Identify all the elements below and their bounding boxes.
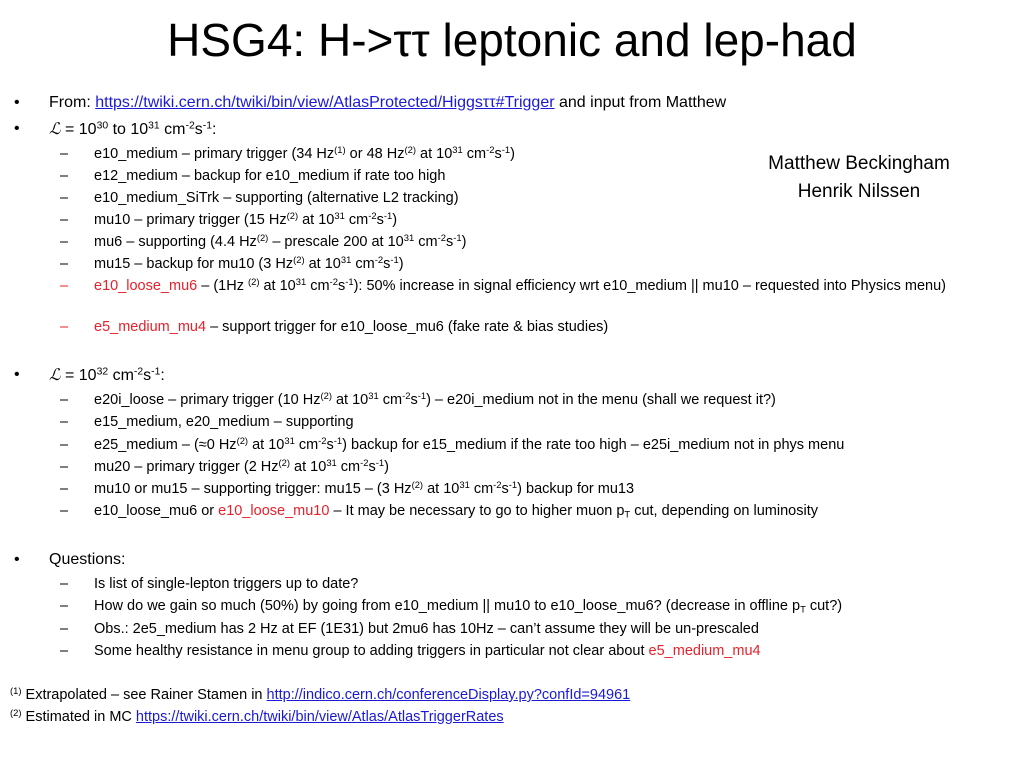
item-text: at 10	[248, 437, 285, 453]
item-text: e10_medium – primary trigger (34 Hz	[94, 146, 335, 162]
item-text: cm	[344, 212, 369, 228]
dash: –	[60, 503, 69, 519]
trigger-name-highlight: e5_medium_mu4	[94, 319, 207, 335]
footnote-ref: (2)	[278, 456, 291, 468]
item-text: ) backup for mu13	[517, 481, 635, 497]
exponent: -1	[333, 434, 343, 446]
questions-label: Questions:	[49, 551, 126, 568]
exponent: -1	[375, 456, 385, 468]
footnote-2	[10, 708, 504, 726]
dash: –	[60, 392, 69, 408]
item-text: e20i_loose – primary trigger (10 Hz	[94, 392, 321, 408]
dash: –	[60, 414, 69, 430]
exponent: -1	[508, 478, 518, 490]
dash: –	[60, 319, 69, 335]
exponent: -1	[202, 120, 212, 132]
item-text: cm	[306, 278, 330, 294]
lumi-text: cm	[108, 367, 134, 384]
bullet-dot: •	[14, 120, 20, 137]
question-text: Some healthy resistance in menu group to adding triggers in particular not clear about	[94, 643, 649, 659]
exponent: -1	[345, 275, 354, 287]
question-text: Obs.: 2e5_medium has 2 Hz at EF (1E31) but 2mu6 has 10Hz – can’t assume they will be un-prescaled	[94, 621, 759, 637]
dash: –	[60, 598, 69, 614]
item-text: at 10	[259, 278, 296, 294]
exponent: -2	[437, 231, 446, 243]
item-text: )	[510, 146, 515, 162]
exponent: -2	[133, 366, 144, 378]
item-text: )	[398, 256, 404, 272]
exponent: -2	[360, 456, 369, 468]
exponent: -2	[486, 143, 495, 155]
lumi-text: = 10	[60, 121, 97, 138]
lumi-text: s	[143, 367, 152, 384]
question-text: How do we gain so much (50%) by going from e10_medium || mu10 to e10_loose_mu6? (decrease in offline p	[94, 598, 801, 614]
luminosity-symbol: ℒ	[49, 119, 61, 138]
question-text: cut?)	[805, 598, 843, 614]
footnote-ref: (1)	[10, 684, 22, 696]
item-text: cm	[351, 256, 375, 272]
footnote-ref: (2)	[10, 706, 22, 718]
exponent: 31	[459, 478, 470, 490]
item-text: ) – e20i_medium not in the menu (shall we request it?)	[426, 392, 776, 408]
from-suffix: and input from Matthew	[554, 94, 727, 111]
item-text: )	[461, 234, 467, 250]
item-text: e25_medium – (≈0 Hz	[94, 437, 237, 453]
trigger-name-highlight: e10_loose_mu6	[94, 278, 198, 294]
exponent: -2	[318, 434, 327, 446]
dash: –	[60, 278, 69, 294]
footnote-ref: (2)	[247, 275, 260, 287]
dash: –	[60, 576, 69, 592]
item-text: s	[383, 256, 391, 272]
footnote-text: Extrapolated – see Rainer Stamen in	[21, 687, 267, 703]
item-text: s	[337, 278, 346, 294]
lumi-text: s	[194, 121, 203, 138]
footnote-ref: (2)	[236, 434, 249, 446]
dash: –	[60, 146, 69, 162]
item-text: – It may be necessary to go to higher muon p	[329, 503, 625, 519]
luminosity-symbol: ℒ	[49, 365, 61, 384]
footnote-ref: (2)	[256, 231, 269, 243]
exponent: -1	[453, 231, 462, 243]
from-prefix: From:	[49, 94, 96, 111]
exponent: 32	[96, 366, 109, 378]
item-text: cm	[414, 234, 438, 250]
item-text: cut, depending on luminosity	[630, 503, 818, 519]
exponent: -2	[402, 389, 411, 401]
footnote-ref: (2)	[411, 478, 424, 490]
item-text: mu6 – supporting (4.4 Hz	[94, 234, 257, 250]
exponent: 31	[284, 434, 295, 446]
footnote-ref: (2)	[320, 389, 332, 401]
item-text: or 48 Hz	[345, 146, 405, 162]
exponent: -1	[501, 143, 511, 155]
exponent: 30	[96, 120, 109, 132]
dash: –	[60, 621, 69, 637]
item-text: cm	[294, 437, 319, 453]
item-text: mu15 – backup for mu10 (3 Hz	[94, 256, 294, 272]
dash: –	[60, 168, 69, 184]
subscript: T	[800, 603, 806, 615]
footnote-ref: (2)	[286, 209, 299, 221]
exponent: -2	[493, 478, 502, 490]
exponent: -1	[390, 253, 399, 265]
footnote-ref: (1)	[334, 143, 346, 155]
subscript: T	[624, 508, 631, 520]
exponent: -2	[368, 209, 377, 221]
author-name: Matthew Beckingham	[768, 153, 950, 174]
item-text: cm	[462, 146, 487, 162]
dash: –	[60, 190, 69, 206]
footnote-text: Estimated in MC	[21, 709, 136, 725]
item-text: at 10	[304, 256, 341, 272]
exponent: -2	[374, 253, 384, 265]
exponent: -1	[383, 209, 393, 221]
item-text: s	[410, 392, 418, 408]
exponent: 31	[326, 456, 337, 468]
exponent: 31	[368, 389, 379, 401]
item-text: cm	[336, 459, 361, 475]
trigger-rates-link[interactable]: https://twiki.cern.ch/twiki/bin/view/Atlas/AtlasTriggerRates	[135, 709, 504, 725]
item-text: at 10	[367, 234, 404, 250]
item-text: s	[376, 212, 384, 228]
author-name: Henrik Nilssen	[797, 181, 921, 202]
item-text: at 10	[298, 212, 335, 228]
item-text: s	[368, 459, 376, 475]
exponent: 31	[334, 209, 345, 221]
item-text: ): 50% increase in signal efficiency wrt e10_medium || mu10 – requested into Physics menu)	[353, 278, 946, 294]
trigger-name-highlight: e10_loose_mu10	[218, 503, 330, 519]
lumi-text: cm	[159, 121, 186, 138]
exponent: -2	[329, 275, 338, 287]
item-text: cm	[469, 481, 494, 497]
item-text: s	[494, 146, 502, 162]
twiki-higgs-link[interactable]: https://twiki.cern.ch/twiki/bin/view/AtlasProtected/Higgsττ#Trigger	[95, 94, 555, 111]
item-text: ) backup for e15_medium if the rate too high – e25i_medium not in phys menu	[342, 437, 845, 453]
item-text: – support trigger for e10_loose_mu6 (fake rate & bias studies)	[206, 319, 609, 335]
dash: –	[60, 437, 69, 453]
footnote-1	[10, 686, 630, 704]
dash: –	[60, 459, 69, 475]
bullet-dot: •	[14, 366, 20, 383]
dash: –	[60, 643, 69, 659]
item-text: s	[445, 234, 454, 250]
dash: –	[60, 256, 69, 272]
exponent: -1	[151, 366, 161, 378]
item-text: mu10 – primary trigger (15 Hz	[94, 212, 287, 228]
lumi-text: to 10	[108, 121, 149, 138]
bullet-dot: •	[14, 94, 20, 111]
item-text: e15_medium, e20_medium – supporting	[94, 414, 354, 430]
exponent: 31	[295, 275, 307, 287]
question-text: Is list of single-lepton triggers up to date?	[94, 576, 359, 592]
footnote-ref: (2)	[293, 253, 305, 265]
exponent: 31	[148, 120, 160, 132]
bullet-dot: •	[14, 551, 20, 568]
dash: –	[60, 481, 69, 497]
item-text: s	[501, 481, 509, 497]
trigger-name-highlight: e5_medium_mu4	[648, 643, 761, 659]
lumi-text: :	[212, 121, 217, 138]
slide-title: HSG4: H->ττ leptonic and lep-had	[167, 14, 857, 66]
item-text: cm	[378, 392, 403, 408]
lumi-text: = 10	[60, 367, 97, 384]
item-text: – prescale 200	[268, 234, 368, 250]
item-text: mu10 or mu15 – supporting trigger: mu15 – (3 Hz	[94, 481, 412, 497]
lumi-text: :	[160, 367, 165, 384]
exponent: 31	[403, 231, 415, 243]
item-text: – (1Hz	[197, 278, 248, 294]
item-text: at 10	[331, 392, 369, 408]
exponent: 31	[452, 143, 463, 155]
item-text: at 10	[290, 459, 327, 475]
item-text: e10_loose_mu6 or	[94, 503, 219, 519]
item-text: at 10	[423, 481, 460, 497]
exponent: 31	[340, 253, 352, 265]
footnote-ref: (2)	[404, 143, 416, 155]
item-text: at 10	[416, 146, 453, 162]
item-text: e12_medium – backup for e10_medium if rate too high	[94, 168, 446, 184]
exponent: -1	[417, 389, 427, 401]
item-text: e10_medium_SiTrk – supporting (alternative L2 tracking)	[94, 190, 459, 206]
item-text: mu20 – primary trigger (2 Hz	[94, 459, 279, 475]
indico-link[interactable]: http://indico.cern.ch/conferenceDisplay.py?confId=94961	[266, 687, 631, 703]
dash: –	[60, 212, 69, 228]
item-text: )	[392, 212, 398, 228]
item-text: )	[384, 459, 389, 475]
dash: –	[60, 234, 69, 250]
exponent: -2	[185, 120, 195, 132]
item-text: s	[326, 437, 334, 453]
